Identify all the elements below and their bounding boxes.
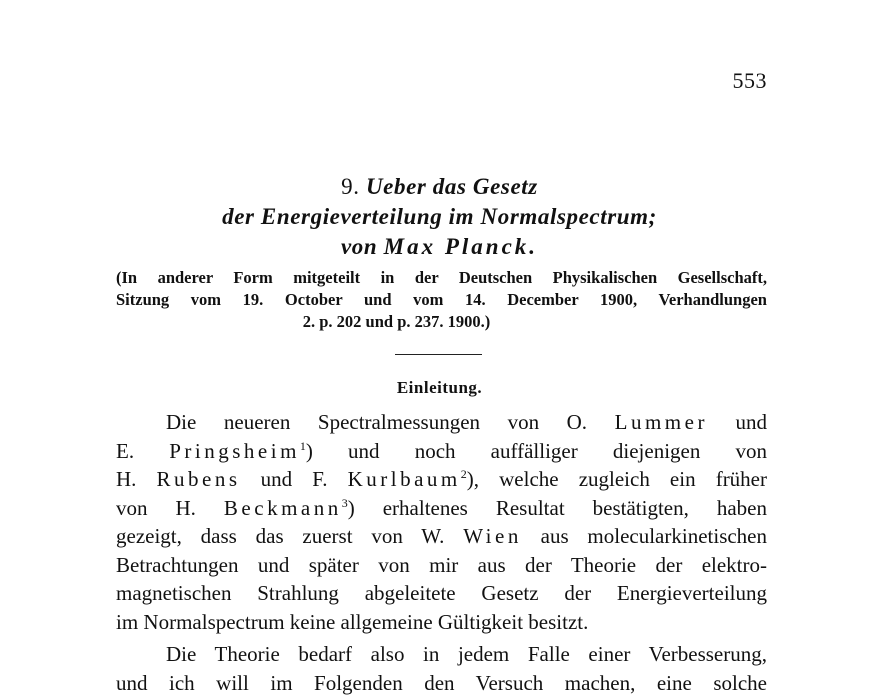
body-line-10: und ich will im Folgenden den Versuch machen, eine solche	[116, 669, 767, 697]
text-run: aus molecularkinetischen	[541, 524, 767, 548]
article-title	[0, 172, 879, 262]
text-run: ) erhaltenes Resultat bestätigten, haben	[348, 496, 767, 520]
text-run: H.	[116, 467, 136, 491]
text-run: gezeigt, dass das zuerst von W.	[116, 524, 444, 548]
body-line-4	[116, 494, 767, 523]
publication-note	[116, 267, 767, 333]
note-line-2: Sitzung vom 19. October und vom 14. December 1900, Verhandlungen	[116, 289, 767, 311]
text-run: Die neueren Spectralmessungen von O.	[166, 410, 587, 434]
person-name: Lummer	[615, 410, 708, 434]
title-line-1	[0, 172, 879, 202]
person-name: Beckmann	[224, 496, 342, 520]
body-line-8: im Normalspectrum keine allgemeine Gültigkeit besitzt.	[116, 608, 767, 637]
separator-rule	[395, 354, 482, 355]
body-line-2	[116, 437, 767, 466]
note-line-1: (In anderer Form mitgeteilt in der Deutschen Physikalischen Gesellschaft,	[116, 267, 767, 289]
section-heading: Einleitung.	[0, 378, 879, 398]
body-line-1	[116, 408, 767, 437]
article-number: 9.	[341, 174, 359, 199]
body-line-7: magnetischen Strahlung abgeleitete Gesetz der Energieverteilung	[116, 579, 767, 608]
page-number: 553	[733, 68, 768, 94]
text-run: von H.	[116, 496, 196, 520]
author-name: Max Planck.	[384, 234, 538, 259]
body-line-5	[116, 522, 767, 551]
text-run: ), welche zugleich ein früher	[467, 467, 767, 491]
title-line-2: der Energieverteilung im Normalspectrum;	[0, 202, 879, 232]
person-name: Wien	[463, 524, 522, 548]
body-paragraphs	[116, 408, 767, 697]
text-run: E.	[116, 439, 134, 463]
text-run: ) und noch auffälliger diejenigen von	[306, 439, 767, 463]
footnote-ref: 1	[300, 439, 306, 453]
author-prefix: von	[341, 234, 377, 259]
body-line-6: Betrachtungen und später von mir aus der Theorie der elektro-	[116, 551, 767, 580]
body-line-3	[116, 465, 767, 494]
text-run: und	[736, 410, 768, 434]
footnote-ref: 3	[342, 496, 348, 510]
person-name: Pringsheim	[169, 439, 300, 463]
author-line	[0, 232, 879, 262]
person-name: Kurlbaum	[348, 467, 461, 491]
note-line-3: 2. p. 202 und p. 237. 1900.)	[116, 311, 767, 333]
title-text-1: Ueber das Gesetz	[366, 174, 538, 199]
person-name: Rubens	[157, 467, 241, 491]
body-line-9: Die Theorie bedarf also in jedem Falle einer Verbesserung,	[116, 640, 767, 669]
footnote-ref: 2	[461, 467, 467, 481]
text-run: und F.	[261, 467, 328, 491]
